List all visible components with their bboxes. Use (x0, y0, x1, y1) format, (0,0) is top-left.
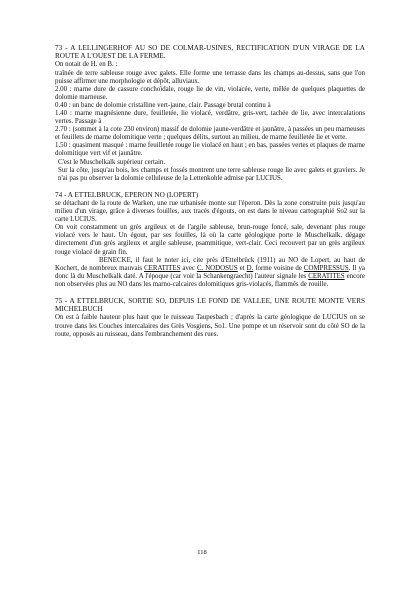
paragraph: On voit constamment un grès argileux et de l'argile sableuse, brun-rouge foncé, sale, devenant plus rouge violacé vers le haut. Un égout, par ses fouilles, là où la carte géologique porte le Muschelkalk, dégage directement d'un grès argileux et argile sableuse, psammitique, vert-clair. Ceci recouvert par un grès argileux rouge violacé de grain fin. (55, 224, 365, 256)
paragraph: 0.40 : un banc de dolomie cristalline vert-jaune, clair. Passage brutal continu à (55, 101, 271, 109)
underlined-term: C. NODOSUS (196, 264, 238, 272)
paragraph: 2.70 : (sommet à la cote 230 environ) massif de dolomie jaune-verdâtre et jaunâtre, à passées un peu marneuses et feuillets de marne dolomitique verte ; quelques délits, surtout au milieu, de marne feuilletée lie et verte. (55, 126, 365, 142)
document-page (55, 44, 365, 339)
paragraph-benecke: BENECKE, il faut le noter ici, cite près d'Ettelbrück (1911) au NO de Lopert, au haut de Kochert, de nombreux mauvais CERATITES avec C. NODOSUS et D. forme voisine de COMPRESSUS. Il ya donc là du Muschelkalk daté. A l'époque (car voir la Schankengraecht) l'auteur signale les CERATITES encore non observées plus au NO dans les marno-calcaires dolomitiques gris-violacés, flammés de rouille. (55, 256, 365, 288)
section-title: 74 - A ETTELBRUCK, EPERON NO (LOPERT) (55, 190, 199, 199)
page-number: 118 (197, 549, 207, 556)
paragraph: On est à faible hauteur plus haut que le ruisseau Taupesbach ; d'après la carte géologique de LUCIUS on se trouve dans les Couches intercalaires des Grès Vosgiens, So1. Une pompe et un réservoir sont du côté SO de la route, opposés au ruisseau, dans l'embranchement des rues. (55, 314, 365, 338)
section-title: 73 - A LELLINGERHOF AU SO DE COLMAR-USINES, RECTIFICATION D'UN VIRAGE DE LA ROUTE A L'OUEST DE LA FERME. (55, 44, 365, 61)
paragraph: traînée de terre sableuse rouge avec galets. Elle forme une terrasse dans les champs au-dessus, sans que l'on puisse affirmer une morphologie et dépôt, alluviaux. (55, 69, 365, 85)
underlined-term: D. (246, 264, 254, 272)
section-title: 75 - A ETTELBRUCK, SORTIE SO, DEPUIS LE FOND DE VALLEE, UNE ROUTE MONTE VERS MICHELBUCH (55, 297, 365, 314)
paragraph: se détachant de la route de Warken, une rue urbanisée monte sur l'éperon. Dès la zone construite puis jusqu'au milieu d'un virage, grâce à diverses fouilles, aux tracés d'égouts, on est dans le niveau cartographié So2 sur la carte LUCIUS. (55, 200, 365, 224)
section-73 (55, 44, 365, 183)
paragraph: 2.00 : marne dure de cassure conchoïdale, rouge lie de vin, violacée, verte, mêlée de quelques plaquettes de dolomie marneuse. (55, 85, 365, 101)
paragraph: Sur la côte, jusqu'au bois, les champs et fossés montrent une terre sableuse rouge lie avec galets et graviers. Je n'ai pas pu observer la dolomie celluleuse de la Lettenkohle admise par LUCIUS. (58, 166, 365, 182)
section-74 (55, 191, 365, 289)
underlined-term: CERATITES (144, 264, 181, 272)
underlined-term: COMPRESSUS (303, 264, 349, 272)
underlined-term: CERATITES (308, 272, 345, 280)
paragraph: On notait de H. en B. : (55, 61, 118, 69)
paragraph: 1.40 : marne magnésienne dure, feuilletée, lie violacé, verdâtre, gris-vert, tachée de lie, avec intercalations vertes. Passage à (55, 109, 365, 126)
paragraph: 1.50 : quasiment masqué : marne feuilletée rouge lie violacé en haut ; en bas, passées vertes et plaques de marne dolomitique vert vif et jaunâtre. (55, 142, 365, 158)
paragraph: C'est le Muschelkalk supérieur certain. (58, 158, 166, 166)
section-75 (55, 297, 365, 339)
